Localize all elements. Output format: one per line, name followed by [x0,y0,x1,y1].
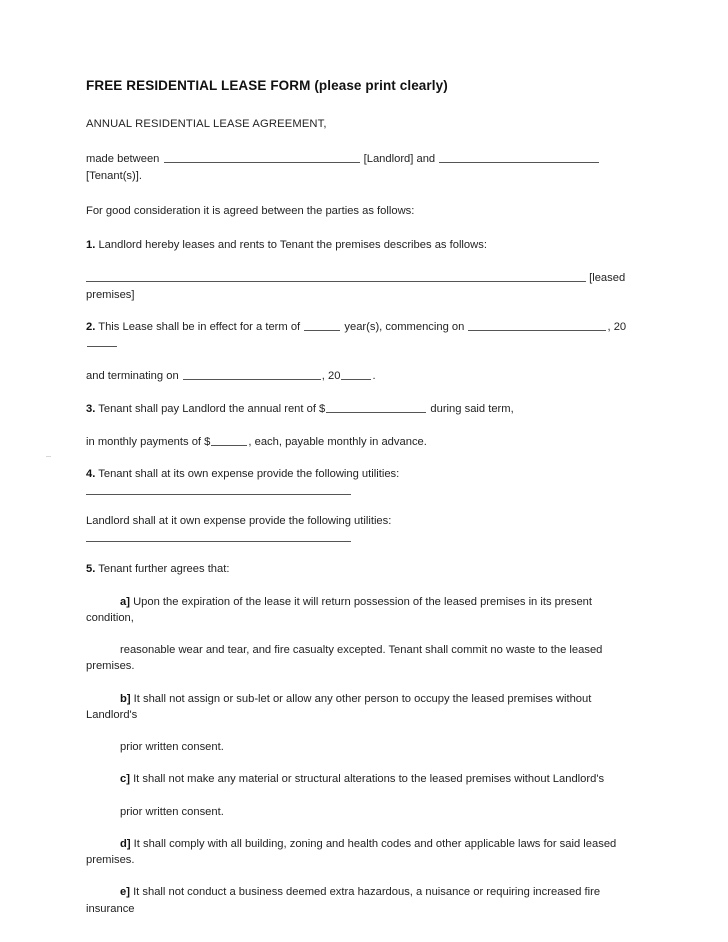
clause-5-text: Tenant further agrees that: [98,563,230,576]
parties-line [86,151,632,183]
clause-1-number: 1. [86,239,96,252]
clause-2-text-a: This Lease shall be in effect for a term of [98,320,301,333]
leased-premises-tag-wrap: premises] [86,288,135,301]
terminating-date-blank[interactable] [183,369,321,381]
landlord-utilities-line: Landlord shall at it own expense provide the following utilities: [86,515,392,528]
terminating-prefix: and terminating on [86,370,179,383]
spacer [86,495,632,513]
clause-1 [86,237,632,253]
clause-4-tenant-utilities: Tenant shall at its own expense provide the following utilities: [98,468,400,480]
consideration-line: For good consideration it is agreed between the parties as follows: [86,204,415,217]
document-subtitle: ANNUAL RESIDENTIAL LEASE AGREEMENT, [86,118,327,131]
sub-clause-c-text: It shall not make any material or structural alterations to the leased premises without Landlord's [133,773,605,786]
spacer [86,755,632,771]
clause-2-text-b: year(s), commencing on [344,320,465,333]
sub-clause-a-text: Upon the expiration of the lease it will return possession of the leased premises in its present condition, [86,595,592,624]
spacer [86,578,632,594]
commencing-date-blank[interactable] [468,319,606,331]
terminating-suffix: . [372,370,376,383]
monthly-payment-line [86,434,632,450]
annual-rent-blank[interactable] [326,401,426,413]
spacer [86,626,632,642]
spacer [86,450,632,466]
premises-description-line [86,270,632,302]
monthly-prefix: in monthly payments of $ [86,435,211,448]
sub-clause-c-letter: c] [120,773,130,786]
sub-clause-b-text: It shall not assign or sub-let or allow any other person to occupy the leased premises without Landlord's [86,692,592,721]
clause-2-number: 2. [86,320,96,333]
tenant-tag: [Tenant(s)]. [86,169,142,182]
spacer [86,723,632,739]
clause-3-number: 3. [86,402,96,415]
spacer [86,385,632,401]
terminating-mid: , 20 [321,370,341,383]
page-title: FREE RESIDENTIAL LEASE FORM (please print clearly) [86,78,448,93]
sub-clause-e-text: It shall not conduct a business deemed extra hazardous, a nuisance or requiring increased fire insurance [86,886,601,915]
sub-clause-d-letter: d] [120,837,131,850]
clause-1-text: Landlord hereby leases and rents to Tenant the premises describes as follows: [98,239,487,252]
sub-clause-b [86,691,632,723]
leased-premises-tag: [leased [589,272,626,285]
landlord-tag: [Landlord] and [363,153,436,166]
spacer [86,820,632,836]
spacer [86,529,632,541]
terminating-year-blank[interactable] [341,369,371,381]
clause-3-text-b: during said term, [430,402,514,415]
spacer [86,788,632,804]
sub-clause-d-text: It shall comply with all building, zoning and health codes and other applicable laws for said leased premises. [86,837,617,867]
spacer [86,253,632,270]
clause-5-number: 5. [86,563,96,576]
clause-3-text-a: Tenant shall pay Landlord the annual rent of $ [98,402,326,415]
sub-clause-c [86,771,632,787]
term-years-blank[interactable] [304,319,340,331]
spacer [86,542,632,561]
clause-2-year-prefix: 20 [613,320,627,333]
monthly-suffix: , each, payable monthly in advance. [248,435,427,448]
clause-4-number: 4. [86,468,96,480]
terminating-line [86,368,632,384]
spacer [86,219,632,237]
spacer [86,675,632,691]
spacer [86,303,632,319]
landlord-name-blank[interactable] [164,152,360,164]
spacer [86,417,632,434]
sub-clause-d [86,836,632,868]
clause-5 [86,561,632,577]
sub-clause-a-letter: a] [120,595,130,608]
document-body [86,78,632,917]
spacer [86,351,632,368]
monthly-rent-blank[interactable] [211,434,247,446]
premises-description-blank[interactable] [86,271,586,283]
sub-clause-e [86,884,632,916]
clause-3 [86,401,632,417]
spacer [86,482,632,494]
sub-clause-e-letter: e] [120,886,130,899]
tenant-name-blank[interactable] [439,152,599,164]
spacer [86,132,632,151]
commencing-year-blank[interactable] [87,335,117,347]
sub-clause-a [86,594,632,626]
clause-2-comma: , [607,320,611,333]
scan-artifact [46,456,51,457]
spacer [86,94,632,116]
sub-clause-a-continuation: reasonable wear and tear, and fire casualty excepted. Tenant shall commit no waste to the leased premises. [86,644,603,673]
parties-prefix: made between [86,153,160,166]
clause-2 [86,319,632,351]
clause-4 [86,466,632,482]
spacer [86,184,632,203]
sub-clause-c-continuation: prior written consent. [120,805,224,818]
spacer [86,868,632,884]
sub-clause-b-continuation: prior written consent. [120,741,224,754]
sub-clause-b-letter: b] [120,692,131,705]
